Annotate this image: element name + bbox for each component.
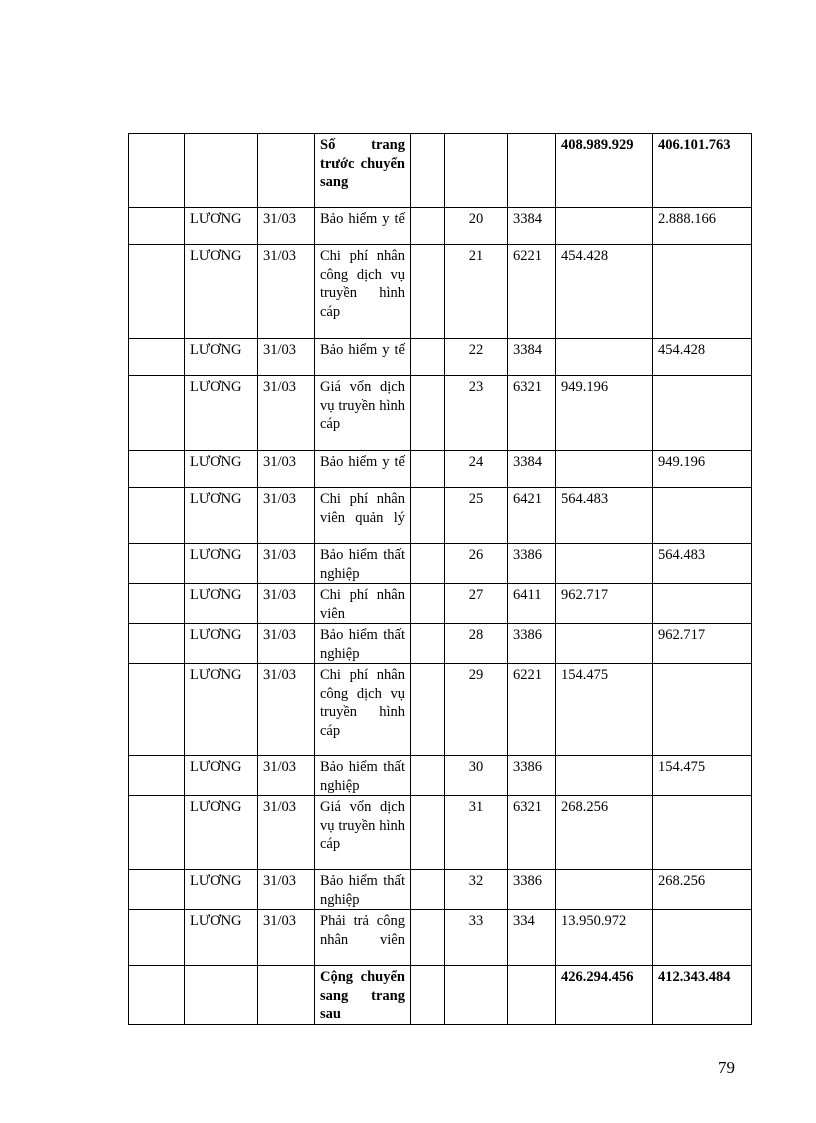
date-cell: 31/03 <box>258 910 315 966</box>
account-cell <box>508 966 556 1025</box>
table-row <box>129 664 752 756</box>
line-number-cell <box>445 966 508 1025</box>
account-cell <box>508 134 556 208</box>
line-number-cell: 21 <box>445 245 508 339</box>
debit-amount-cell <box>556 451 653 488</box>
account-cell: 3386 <box>508 756 556 796</box>
voucher-cell: LƯƠNG <box>185 756 258 796</box>
ledger-table <box>128 133 752 1025</box>
debit-amount-cell <box>556 339 653 376</box>
line-number-cell: 27 <box>445 584 508 624</box>
table-row <box>129 208 752 245</box>
col-blank-cell <box>129 664 185 756</box>
date-cell <box>258 134 315 208</box>
voucher-cell: LƯƠNG <box>185 376 258 451</box>
description-cell: Phải trả công nhân viên <box>315 910 411 966</box>
line-number-cell <box>445 134 508 208</box>
ledger-body <box>129 134 752 1025</box>
table-row <box>129 870 752 910</box>
debit-amount-cell: 13.950.972 <box>556 910 653 966</box>
table-row <box>129 376 752 451</box>
account-cell: 3384 <box>508 208 556 245</box>
general-ledger-cell <box>411 134 445 208</box>
account-cell: 334 <box>508 910 556 966</box>
voucher-cell <box>185 966 258 1025</box>
credit-amount-cell <box>653 488 752 544</box>
voucher-cell: LƯƠNG <box>185 664 258 756</box>
line-number-cell: 33 <box>445 910 508 966</box>
table-row <box>129 451 752 488</box>
credit-amount-cell: 412.343.484 <box>653 966 752 1025</box>
line-number-cell: 30 <box>445 756 508 796</box>
table-row <box>129 796 752 870</box>
credit-amount-cell <box>653 584 752 624</box>
col-blank-cell <box>129 134 185 208</box>
table-row <box>129 910 752 966</box>
debit-amount-cell: 408.989.929 <box>556 134 653 208</box>
general-ledger-cell <box>411 870 445 910</box>
line-number-cell: 23 <box>445 376 508 451</box>
col-blank-cell <box>129 624 185 664</box>
voucher-cell: LƯƠNG <box>185 488 258 544</box>
description-cell: Chi phí nhân viên quản lý <box>315 488 411 544</box>
date-cell: 31/03 <box>258 624 315 664</box>
credit-amount-cell: 154.475 <box>653 756 752 796</box>
table-row <box>129 245 752 339</box>
line-number-cell: 31 <box>445 796 508 870</box>
date-cell: 31/03 <box>258 245 315 339</box>
account-cell: 3384 <box>508 451 556 488</box>
voucher-cell: LƯƠNG <box>185 910 258 966</box>
col-blank-cell <box>129 339 185 376</box>
date-cell: 31/03 <box>258 664 315 756</box>
general-ledger-cell <box>411 208 445 245</box>
voucher-cell: LƯƠNG <box>185 584 258 624</box>
debit-amount-cell <box>556 870 653 910</box>
line-number-cell: 29 <box>445 664 508 756</box>
account-cell: 6411 <box>508 584 556 624</box>
debit-amount-cell: 426.294.456 <box>556 966 653 1025</box>
col-blank-cell <box>129 910 185 966</box>
debit-amount-cell <box>556 756 653 796</box>
credit-amount-cell: 454.428 <box>653 339 752 376</box>
general-ledger-cell <box>411 451 445 488</box>
description-cell: Chi phí nhân công dịch vụ truyền hình cáp <box>315 245 411 339</box>
credit-amount-cell <box>653 376 752 451</box>
col-blank-cell <box>129 966 185 1025</box>
credit-amount-cell: 949.196 <box>653 451 752 488</box>
description-cell: Bảo hiểm y tế <box>315 451 411 488</box>
credit-amount-cell <box>653 910 752 966</box>
debit-amount-cell: 268.256 <box>556 796 653 870</box>
date-cell: 31/03 <box>258 339 315 376</box>
line-number-cell: 20 <box>445 208 508 245</box>
debit-amount-cell <box>556 208 653 245</box>
description-cell: Giá vốn dịch vụ truyền hình cáp <box>315 376 411 451</box>
line-number-cell: 25 <box>445 488 508 544</box>
account-cell: 3386 <box>508 870 556 910</box>
general-ledger-cell <box>411 664 445 756</box>
voucher-cell: LƯƠNG <box>185 624 258 664</box>
credit-amount-cell: 268.256 <box>653 870 752 910</box>
credit-amount-cell: 564.483 <box>653 544 752 584</box>
col-blank-cell <box>129 756 185 796</box>
general-ledger-cell <box>411 584 445 624</box>
account-cell: 6321 <box>508 796 556 870</box>
table-row <box>129 584 752 624</box>
line-number-cell: 28 <box>445 624 508 664</box>
page-number: 79 <box>718 1058 735 1077</box>
account-cell: 3384 <box>508 339 556 376</box>
credit-amount-cell <box>653 245 752 339</box>
col-blank-cell <box>129 544 185 584</box>
description-cell: Bảo hiểm thất nghiệp <box>315 756 411 796</box>
credit-amount-cell <box>653 664 752 756</box>
description-cell: Bảo hiểm thất nghiệp <box>315 544 411 584</box>
line-number-cell: 26 <box>445 544 508 584</box>
voucher-cell: LƯƠNG <box>185 796 258 870</box>
description-cell: Chi phí nhân công dịch vụ truyền hình cáp <box>315 664 411 756</box>
col-blank-cell <box>129 245 185 339</box>
description-cell: Số trang trước chuyển sang <box>315 134 411 208</box>
general-ledger-cell <box>411 488 445 544</box>
debit-amount-cell: 454.428 <box>556 245 653 339</box>
date-cell: 31/03 <box>258 870 315 910</box>
account-cell: 6221 <box>508 664 556 756</box>
general-ledger-cell <box>411 376 445 451</box>
table-row <box>129 544 752 584</box>
date-cell: 31/03 <box>258 796 315 870</box>
general-ledger-cell <box>411 624 445 664</box>
description-cell: Giá vốn dịch vụ truyền hình cáp <box>315 796 411 870</box>
col-blank-cell <box>129 870 185 910</box>
voucher-cell: LƯƠNG <box>185 870 258 910</box>
voucher-cell: LƯƠNG <box>185 544 258 584</box>
debit-amount-cell: 154.475 <box>556 664 653 756</box>
col-blank-cell <box>129 376 185 451</box>
debit-amount-cell: 949.196 <box>556 376 653 451</box>
line-number-cell: 32 <box>445 870 508 910</box>
account-cell: 3386 <box>508 624 556 664</box>
general-ledger-cell <box>411 966 445 1025</box>
debit-amount-cell <box>556 544 653 584</box>
account-cell: 3386 <box>508 544 556 584</box>
general-ledger-cell <box>411 245 445 339</box>
general-ledger-cell <box>411 910 445 966</box>
voucher-cell <box>185 134 258 208</box>
general-ledger-cell <box>411 796 445 870</box>
debit-amount-cell <box>556 624 653 664</box>
account-cell: 6321 <box>508 376 556 451</box>
date-cell: 31/03 <box>258 584 315 624</box>
table-row <box>129 339 752 376</box>
credit-amount-cell: 2.888.166 <box>653 208 752 245</box>
table-row <box>129 624 752 664</box>
table-row <box>129 966 752 1025</box>
col-blank-cell <box>129 488 185 544</box>
date-cell <box>258 966 315 1025</box>
description-cell: Bảo hiểm y tế <box>315 339 411 376</box>
debit-amount-cell: 962.717 <box>556 584 653 624</box>
col-blank-cell <box>129 208 185 245</box>
description-cell: Bảo hiểm thất nghiệp <box>315 624 411 664</box>
general-ledger-cell <box>411 339 445 376</box>
account-cell: 6421 <box>508 488 556 544</box>
voucher-cell: LƯƠNG <box>185 451 258 488</box>
date-cell: 31/03 <box>258 451 315 488</box>
description-cell: Bảo hiểm thất nghiệp <box>315 870 411 910</box>
table-row <box>129 756 752 796</box>
description-cell: Chi phí nhân viên <box>315 584 411 624</box>
credit-amount-cell <box>653 796 752 870</box>
voucher-cell: LƯƠNG <box>185 339 258 376</box>
description-cell: Bảo hiểm y tế <box>315 208 411 245</box>
date-cell: 31/03 <box>258 376 315 451</box>
col-blank-cell <box>129 584 185 624</box>
voucher-cell: LƯƠNG <box>185 245 258 339</box>
description-cell: Cộng chuyển sang trang sau <box>315 966 411 1025</box>
date-cell: 31/03 <box>258 208 315 245</box>
date-cell: 31/03 <box>258 488 315 544</box>
table-row <box>129 488 752 544</box>
table-row <box>129 134 752 208</box>
credit-amount-cell: 962.717 <box>653 624 752 664</box>
line-number-cell: 24 <box>445 451 508 488</box>
date-cell: 31/03 <box>258 756 315 796</box>
debit-amount-cell: 564.483 <box>556 488 653 544</box>
date-cell: 31/03 <box>258 544 315 584</box>
general-ledger-cell <box>411 756 445 796</box>
account-cell: 6221 <box>508 245 556 339</box>
col-blank-cell <box>129 796 185 870</box>
general-ledger-cell <box>411 544 445 584</box>
credit-amount-cell: 406.101.763 <box>653 134 752 208</box>
line-number-cell: 22 <box>445 339 508 376</box>
voucher-cell: LƯƠNG <box>185 208 258 245</box>
col-blank-cell <box>129 451 185 488</box>
